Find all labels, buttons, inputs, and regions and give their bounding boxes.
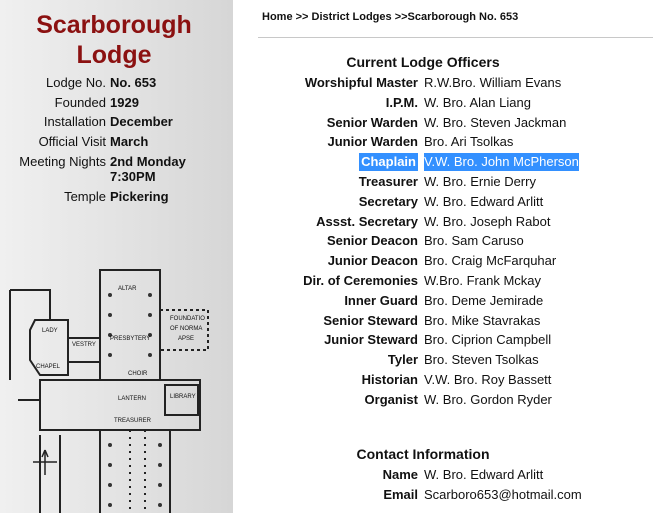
officers-heading: Current Lodge Officers bbox=[346, 54, 500, 70]
officer-name: W. Bro. Steven Jackman bbox=[424, 114, 567, 130]
officer-role: I.P.M. bbox=[385, 94, 418, 110]
officer-role: Junior Deacon bbox=[327, 253, 418, 269]
lodge-title bbox=[0, 10, 228, 70]
info-label: Installation bbox=[43, 114, 106, 129]
plan-label-chapel: CHAPEL bbox=[36, 364, 61, 370]
officer-row bbox=[258, 193, 653, 213]
officer-row bbox=[258, 331, 653, 351]
plan-label-presbytery: PRESBYTERY bbox=[110, 336, 151, 342]
officer-name: Bro. Steven Tsolkas bbox=[424, 352, 539, 368]
plan-label-of-norma: OF NORMA bbox=[170, 326, 203, 332]
officer-name: V.W. Bro. John McPherson bbox=[424, 154, 579, 170]
officer-role: Chaplain bbox=[361, 154, 416, 170]
contact-name-value: W. Bro. Edward Arlitt bbox=[424, 467, 544, 482]
plan-label-treasurer: TREASURER bbox=[114, 418, 152, 424]
info-value: Pickering bbox=[110, 189, 169, 204]
officer-row bbox=[258, 213, 653, 233]
cathedral-floor-plan-image bbox=[0, 250, 233, 513]
officer-row bbox=[258, 133, 653, 153]
plan-label-apse: APSE bbox=[178, 336, 195, 342]
contact-name-label: Name bbox=[382, 467, 418, 482]
officer-role: Worshipful Master bbox=[304, 75, 418, 90]
officer-name: W. Bro. Edward Arlitt bbox=[424, 193, 544, 209]
plan-label-altar: ALTAR bbox=[118, 286, 137, 292]
contact-name-row bbox=[258, 466, 653, 486]
officer-row bbox=[258, 114, 653, 134]
officer-name: W. Bro. Ernie Derry bbox=[424, 174, 536, 189]
officer-row bbox=[258, 74, 653, 94]
officer-role: Historian bbox=[361, 372, 418, 387]
officer-name: W.Bro. Frank Mckay bbox=[424, 273, 542, 288]
breadcrumb-district-lodges-link[interactable]: District Lodges bbox=[311, 11, 392, 23]
info-label: Founded bbox=[54, 95, 106, 110]
officer-row bbox=[258, 232, 653, 252]
plan-label-choir: CHOIR bbox=[128, 371, 148, 377]
officer-row bbox=[258, 371, 653, 391]
info-value: December bbox=[110, 114, 173, 129]
officer-name: Bro. Craig McFarquhar bbox=[424, 253, 557, 269]
plan-label-lantern: LANTERN bbox=[118, 396, 147, 402]
officer-row bbox=[258, 272, 653, 292]
contact-email-label: Email bbox=[383, 487, 418, 502]
officer-name: Bro. Mike Stavrakas bbox=[424, 312, 541, 328]
breadcrumb bbox=[262, 11, 518, 23]
lodge-title-line2: Lodge bbox=[76, 41, 152, 69]
officer-name: W. Bro. Gordon Ryder bbox=[424, 391, 552, 407]
info-value: 2nd Monday bbox=[110, 154, 186, 169]
officer-role: Inner Guard bbox=[344, 292, 418, 308]
officer-role: Dir. of Ceremonies bbox=[303, 273, 418, 288]
officer-role: Senior Steward bbox=[323, 312, 418, 328]
officer-name: Bro. Sam Caruso bbox=[424, 233, 524, 249]
lodge-title-line1: Scarborough bbox=[36, 11, 192, 39]
breadcrumb-current: Scarborough No. 653 bbox=[407, 11, 519, 23]
officer-row bbox=[258, 173, 653, 193]
compass-icon bbox=[33, 450, 57, 475]
plan-label-library: LIBRARY bbox=[170, 394, 196, 400]
breadcrumb-separator: >> bbox=[394, 11, 408, 23]
officer-row bbox=[258, 94, 653, 114]
officer-role: Treasurer bbox=[358, 174, 418, 189]
plan-label-foundation: FOUNDATIO bbox=[170, 316, 205, 322]
officer-row bbox=[258, 292, 653, 312]
contact-email-link[interactable]: Scarboro653@hotmail.com bbox=[424, 487, 582, 502]
info-value: March bbox=[110, 134, 149, 149]
info-value: 1929 bbox=[110, 95, 139, 110]
officer-row bbox=[258, 252, 653, 272]
lodge-sidebar bbox=[0, 0, 233, 513]
officer-name: Bro. Ari Tsolkas bbox=[424, 134, 514, 150]
info-label: Official Visit bbox=[38, 134, 106, 149]
officer-row bbox=[258, 312, 653, 332]
plan-label-lady: LADY bbox=[42, 328, 58, 334]
info-value: 7:30PM bbox=[110, 169, 156, 184]
divider bbox=[258, 37, 653, 38]
contact-email-row bbox=[258, 486, 653, 506]
officer-row bbox=[258, 391, 653, 411]
officer-role: Assst. Secretary bbox=[316, 213, 418, 229]
officer-role: Organist bbox=[364, 391, 418, 407]
officer-role: Senior Warden bbox=[326, 114, 418, 130]
info-label: Meeting Nights bbox=[19, 154, 106, 169]
info-value: No. 653 bbox=[110, 75, 157, 90]
officer-name: Bro. Deme Jemirade bbox=[424, 292, 544, 308]
officer-name: R.W.Bro. William Evans bbox=[424, 75, 562, 90]
officer-role: Junior Warden bbox=[327, 134, 418, 150]
officer-name: W. Bro. Alan Liang bbox=[424, 94, 531, 110]
info-label: Temple bbox=[64, 189, 106, 204]
officer-role: Tyler bbox=[387, 352, 418, 368]
contact-heading: Contact Information bbox=[356, 446, 490, 462]
breadcrumb-home-link[interactable]: Home bbox=[262, 11, 293, 23]
officer-name: Bro. Ciprion Campbell bbox=[424, 332, 552, 348]
officer-role: Junior Steward bbox=[324, 332, 418, 348]
plan-label-vestry: VESTRY bbox=[72, 342, 96, 348]
breadcrumb-separator: >> bbox=[295, 11, 309, 23]
officer-name: W. Bro. Joseph Rabot bbox=[424, 213, 551, 229]
info-label: Lodge No. bbox=[46, 75, 106, 90]
officer-role: Senior Deacon bbox=[326, 233, 418, 249]
officer-row bbox=[258, 351, 653, 371]
officer-name: V.W. Bro. Roy Bassett bbox=[424, 372, 552, 387]
officer-row bbox=[258, 153, 653, 173]
officer-role: Secretary bbox=[358, 193, 418, 209]
